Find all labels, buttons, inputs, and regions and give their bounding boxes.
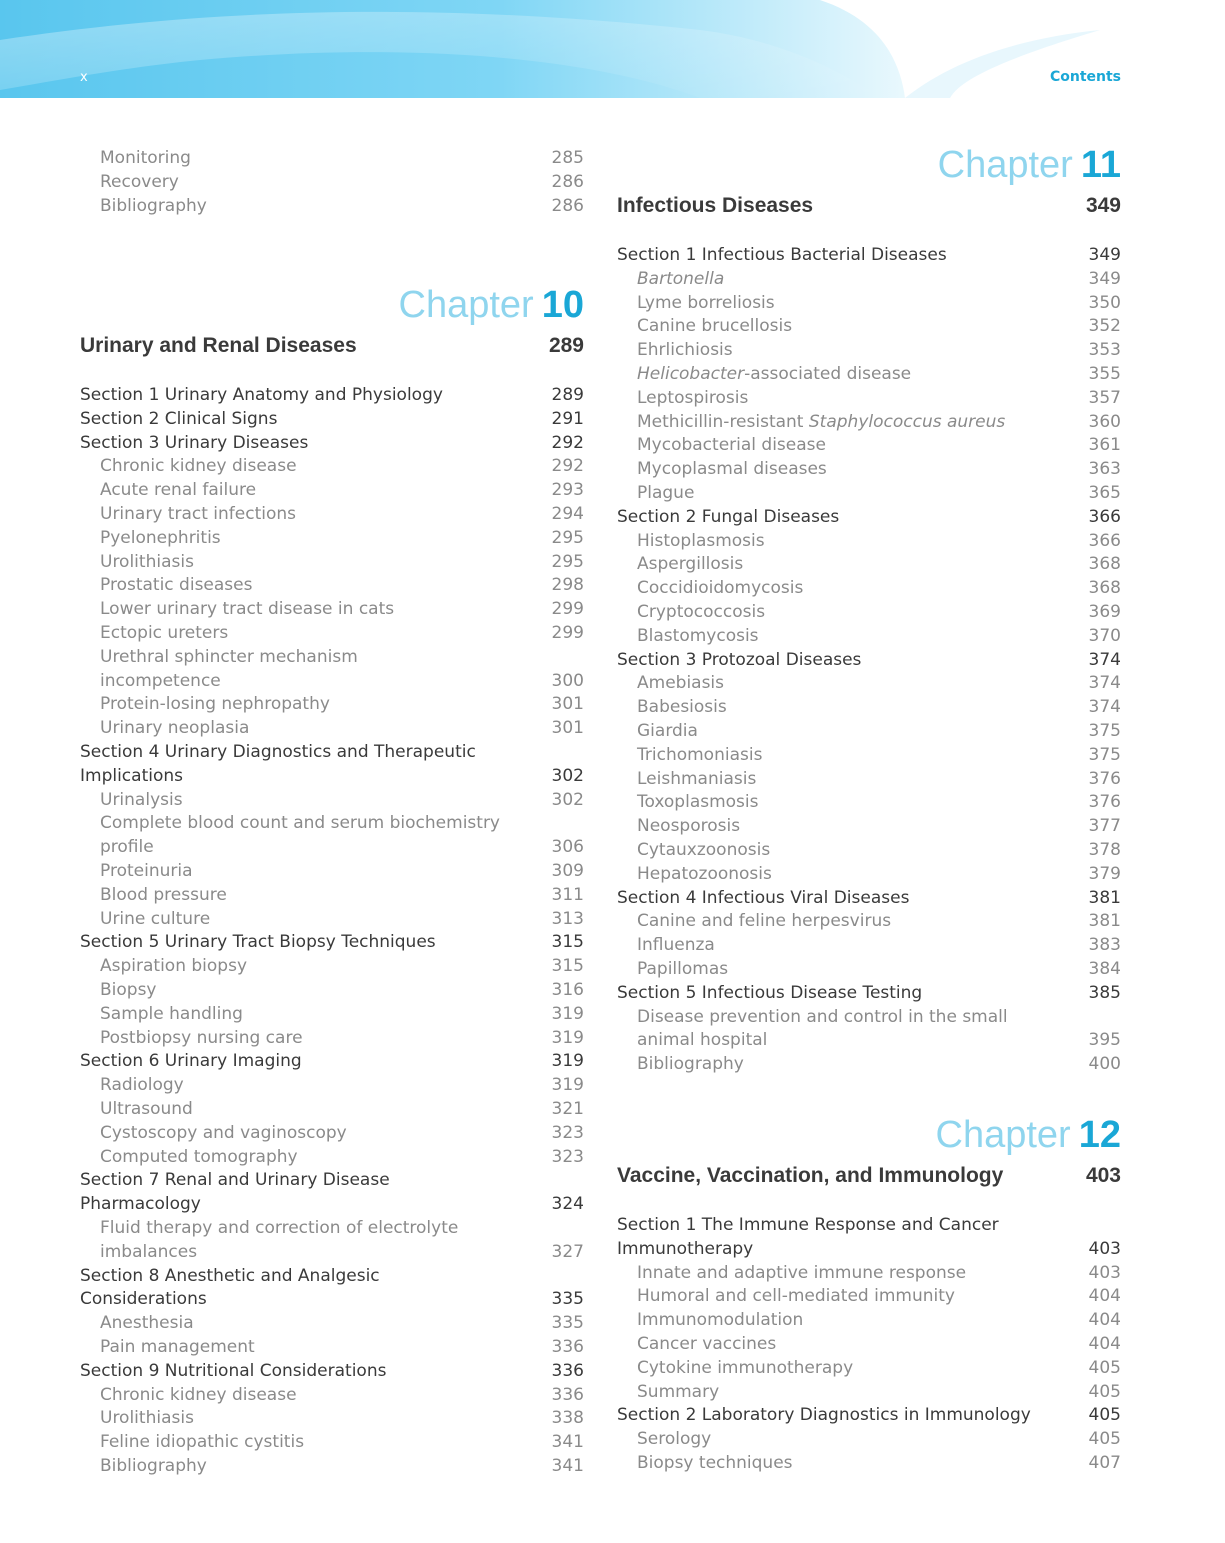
page-number: 357 xyxy=(1088,387,1121,408)
page-number: 311 xyxy=(551,884,584,905)
toc-entry[interactable]: Ehrlichiosis 353 xyxy=(637,340,1121,361)
toc-entry[interactable]: Cryptococcosis 369 xyxy=(637,602,1121,622)
page-number: 395 xyxy=(1088,1030,1121,1051)
page-number: 404 xyxy=(1088,1310,1121,1331)
toc-entry[interactable]: Bibliography 341 xyxy=(100,1456,584,1476)
page-number: 324 xyxy=(551,1194,584,1215)
page-number: 400 xyxy=(1088,1054,1121,1075)
page-number: 341 xyxy=(551,1432,584,1453)
toc-entry[interactable]: Urine culture 313 xyxy=(100,908,584,929)
page-number: 289 xyxy=(551,385,584,405)
page-number: 366 xyxy=(1088,530,1121,551)
toc-entry[interactable]: Complete blood count and serum biochemistry xyxy=(100,813,500,834)
page-number: 378 xyxy=(1088,840,1121,860)
chapter-title[interactable]: Vaccine, Vaccination, and Immunology 403 xyxy=(617,1164,1121,1187)
page-number: 336 xyxy=(551,1360,584,1381)
toc-entry[interactable]: Blood pressure 311 xyxy=(100,884,584,905)
toc-entry[interactable]: Sample handling 319 xyxy=(100,1003,584,1024)
toc-entry[interactable]: Canine brucellosis 352 xyxy=(637,316,1121,337)
toc-section-entry[interactable]: Implications 302 xyxy=(80,765,584,786)
page-number: 299 xyxy=(551,599,584,620)
toc-entry[interactable]: Lower urinary tract disease in cats 299 xyxy=(100,599,584,620)
toc-entry[interactable]: Hepatozoonosis 379 xyxy=(637,863,1121,884)
toc-entry[interactable]: Cystoscopy and vaginoscopy 323 xyxy=(100,1122,584,1143)
toc-entry[interactable]: Summary 405 xyxy=(637,1381,1121,1402)
toc-entry[interactable]: Postbiopsy nursing care 319 xyxy=(100,1027,584,1048)
running-head: Contents xyxy=(1049,69,1121,85)
page-number: 404 xyxy=(1088,1286,1121,1307)
page-number: 381 xyxy=(1088,911,1121,932)
page-number: 301 xyxy=(551,718,584,739)
toc-entry[interactable]: Urolithiasis 295 xyxy=(100,551,584,572)
toc-entry[interactable]: Pain management 336 xyxy=(100,1337,584,1357)
header-wave-decoration xyxy=(0,0,1225,98)
toc-entry[interactable]: Disease prevention and control in the small xyxy=(637,1006,1008,1027)
page-number: 336 xyxy=(551,1337,584,1357)
toc-entry[interactable]: Protein-losing nephropathy 301 xyxy=(100,694,584,715)
toc-section-entry[interactable]: Section 6 Urinary Imaging 319 xyxy=(80,1051,584,1072)
page-number: 315 xyxy=(551,932,584,953)
page-number: 295 xyxy=(551,527,584,548)
page-number: 363 xyxy=(1088,459,1121,480)
page-number: 350 xyxy=(1088,292,1121,313)
toc-entry[interactable]: Trichomoniasis 375 xyxy=(637,744,1121,765)
chapter-heading: Chapter 10 xyxy=(398,284,584,326)
page-number: 365 xyxy=(1088,483,1121,503)
page-number: 292 xyxy=(551,456,584,477)
toc-section-entry[interactable]: Section 2 Fungal Diseases 366 xyxy=(617,506,1121,527)
toc-section-entry[interactable]: Section 3 Protozoal Diseases 374 xyxy=(617,649,1121,670)
page-number: 319 xyxy=(551,1027,584,1048)
page-number: 292 xyxy=(551,432,584,453)
toc-entry[interactable]: Helicobacter-associated disease 355 xyxy=(637,364,1121,384)
page-number: 291 xyxy=(551,408,584,429)
page-number: 323 xyxy=(551,1122,584,1143)
page-number: 405 xyxy=(1088,1381,1121,1402)
toc-section-entry[interactable]: Section 5 Infectious Disease Testing 385 xyxy=(617,982,1121,1003)
page-number: 374 xyxy=(1088,697,1121,718)
page-number: 403 xyxy=(1088,1238,1121,1259)
toc-section-entry[interactable]: Section 8 Anesthetic and Analgesic xyxy=(80,1265,380,1286)
toc-entry[interactable]: Toxoplasmosis 376 xyxy=(637,792,1121,813)
page-number: 355 xyxy=(1088,364,1121,384)
page-number: 309 xyxy=(551,861,584,881)
page-number: 384 xyxy=(1088,959,1121,979)
toc-section-entry[interactable]: Section 4 Infectious Viral Diseases 381 xyxy=(617,887,1121,908)
toc-section-entry[interactable]: Section 4 Urinary Diagnostics and Therapeutic xyxy=(80,742,476,762)
page-number: 302 xyxy=(551,765,584,786)
page-number: 341 xyxy=(551,1456,584,1476)
toc-entry[interactable]: Urinary tract infections 294 xyxy=(100,504,584,524)
toc-entry[interactable]: Bibliography 286 xyxy=(100,196,584,216)
toc-entry[interactable]: Biopsy techniques 407 xyxy=(637,1453,1121,1473)
toc-entry[interactable]: incompetence 300 xyxy=(100,670,584,691)
toc-entry[interactable]: Papillomas 384 xyxy=(637,959,1121,979)
toc-section-entry[interactable]: Section 7 Renal and Urinary Disease xyxy=(80,1170,390,1191)
page-number: 379 xyxy=(1088,863,1121,884)
page-number: 323 xyxy=(551,1146,584,1167)
page-number: 298 xyxy=(551,575,584,596)
toc-section-entry[interactable]: Section 1 Infectious Bacterial Diseases 349 xyxy=(617,245,1121,265)
page-number: 369 xyxy=(1088,602,1121,622)
page-number: 407 xyxy=(1088,1453,1121,1473)
page-number: 299 xyxy=(551,623,584,643)
page-number: 405 xyxy=(1088,1357,1121,1378)
toc-entry[interactable]: Plague 365 xyxy=(637,483,1121,503)
toc-entry[interactable]: Chronic kidney disease 336 xyxy=(100,1384,584,1405)
toc-entry[interactable]: Bartonella 349 xyxy=(637,268,1121,289)
toc-entry[interactable]: Urinary neoplasia 301 xyxy=(100,718,584,739)
toc-entry[interactable]: Fluid therapy and correction of electrolyte xyxy=(100,1218,459,1238)
toc-entry[interactable]: Feline idiopathic cystitis 341 xyxy=(100,1432,584,1453)
page-number: 349 xyxy=(1088,268,1121,289)
toc-entry[interactable]: Methicillin-resistant Staphylococcus aureus 360 xyxy=(637,411,1121,432)
page-number: 319 xyxy=(551,1051,584,1072)
toc-entry[interactable]: Anesthesia 335 xyxy=(100,1313,584,1334)
toc-entry[interactable]: Prostatic diseases 298 xyxy=(100,575,584,596)
toc-entry[interactable]: Pyelonephritis 295 xyxy=(100,527,584,548)
toc-entry[interactable]: Babesiosis 374 xyxy=(637,697,1121,718)
toc-entry[interactable]: Chronic kidney disease 292 xyxy=(100,456,584,477)
toc-entry[interactable]: Cytokine immunotherapy 405 xyxy=(637,1357,1121,1378)
page-number: 295 xyxy=(551,551,584,572)
toc-entry[interactable]: Humoral and cell-mediated immunity 404 xyxy=(637,1286,1121,1307)
page-number: 375 xyxy=(1088,721,1121,741)
page-header xyxy=(0,0,1225,98)
page-number: 405 xyxy=(1088,1405,1121,1426)
page-number: 361 xyxy=(1088,435,1121,456)
toc-section-entry[interactable]: Section 9 Nutritional Considerations 336 xyxy=(80,1360,584,1381)
toc-entry[interactable]: imbalances 327 xyxy=(100,1241,584,1262)
toc-entry[interactable]: animal hospital 395 xyxy=(637,1030,1121,1051)
toc-section-entry[interactable]: Immunotherapy 403 xyxy=(617,1238,1121,1259)
toc-entry[interactable]: Computed tomography 323 xyxy=(100,1146,584,1167)
toc-entry[interactable]: Mycobacterial disease 361 xyxy=(637,435,1121,456)
page-number: 405 xyxy=(1088,1429,1121,1450)
toc-entry[interactable]: Influenza 383 xyxy=(637,935,1121,956)
toc-entry[interactable]: Immunomodulation 404 xyxy=(637,1310,1121,1331)
page-number: 336 xyxy=(551,1384,584,1405)
toc-entry[interactable]: Aspiration biopsy 315 xyxy=(100,956,584,977)
toc-section-entry[interactable]: Section 5 Urinary Tract Biopsy Techniques 315 xyxy=(80,932,584,953)
page-number: 374 xyxy=(1088,649,1121,670)
page-number: 300 xyxy=(551,670,584,691)
toc-entry[interactable]: Cancer vaccines 404 xyxy=(637,1334,1121,1354)
toc-entry[interactable]: Cytauxzoonosis 378 xyxy=(637,840,1121,860)
page-number: 374 xyxy=(1088,673,1121,694)
toc-entry[interactable]: profile 306 xyxy=(100,837,584,858)
toc-entry[interactable]: Bibliography 400 xyxy=(637,1054,1121,1075)
page-number: 301 xyxy=(551,694,584,715)
page-number: 404 xyxy=(1088,1334,1121,1354)
toc-entry[interactable]: Leptospirosis 357 xyxy=(637,387,1121,408)
toc-entry[interactable]: Proteinuria 309 xyxy=(100,861,584,881)
page-number: 338 xyxy=(551,1408,584,1429)
toc-entry[interactable]: Acute renal failure 293 xyxy=(100,480,584,501)
page-number: 385 xyxy=(1088,982,1121,1003)
chapter-heading: Chapter 11 xyxy=(937,144,1121,186)
toc-entry[interactable]: Lyme borreliosis 350 xyxy=(637,292,1121,313)
toc-entry[interactable]: Biopsy 316 xyxy=(100,980,584,1000)
page-number: 403 xyxy=(1088,1262,1121,1283)
toc-entry[interactable]: Urinalysis 302 xyxy=(100,789,584,810)
page-number: 376 xyxy=(1088,768,1121,789)
toc-entry[interactable]: Radiology 319 xyxy=(100,1075,584,1096)
toc-entry[interactable]: Mycoplasmal diseases 363 xyxy=(637,459,1121,480)
page-number: x xyxy=(80,70,88,85)
page-number: 368 xyxy=(1088,578,1121,599)
page-number: 353 xyxy=(1088,340,1121,361)
page-number: 335 xyxy=(551,1289,584,1310)
toc-section-entry[interactable]: Considerations 335 xyxy=(80,1289,584,1310)
page-number: 335 xyxy=(551,1313,584,1334)
chapter-title[interactable]: Infectious Diseases 349 xyxy=(617,194,1121,217)
page-number: 302 xyxy=(551,789,584,810)
toc-entry[interactable]: Monitoring 285 xyxy=(100,148,584,168)
toc-entry[interactable]: Ectopic ureters 299 xyxy=(100,623,584,643)
toc-entry[interactable]: Innate and adaptive immune response 403 xyxy=(637,1262,1121,1283)
toc-entry[interactable]: Coccidioidomycosis 368 xyxy=(637,578,1121,599)
page-number: 316 xyxy=(551,980,584,1000)
toc-entry[interactable]: Urolithiasis 338 xyxy=(100,1408,584,1429)
toc-section-entry[interactable]: Section 2 Clinical Signs 291 xyxy=(80,408,584,429)
page-number: 349 xyxy=(1088,245,1121,265)
page-number: 306 xyxy=(551,837,584,858)
page-number: 376 xyxy=(1088,792,1121,813)
chapter-heading: Chapter 12 xyxy=(935,1114,1121,1156)
toc-entry[interactable]: Histoplasmosis 366 xyxy=(637,530,1121,551)
page-number: 319 xyxy=(551,1075,584,1096)
page-number: 375 xyxy=(1088,744,1121,765)
page-number: 319 xyxy=(551,1003,584,1024)
page-number: 360 xyxy=(1088,411,1121,432)
toc-entry[interactable]: Recovery 286 xyxy=(100,172,584,192)
toc-section-entry[interactable]: Section 1 The Immune Response and Cancer xyxy=(617,1215,999,1235)
toc-section-entry[interactable]: Pharmacology 324 xyxy=(80,1194,584,1215)
toc-entry[interactable]: Urethral sphincter mechanism xyxy=(100,646,358,667)
page-number: 366 xyxy=(1088,506,1121,527)
toc-entry[interactable]: Aspergillosis 368 xyxy=(637,554,1121,575)
toc-entry[interactable]: Leishmaniasis 376 xyxy=(637,768,1121,789)
page-number: 368 xyxy=(1088,554,1121,575)
page-number: 370 xyxy=(1088,625,1121,646)
page-number: 327 xyxy=(551,1241,584,1262)
page-number: 315 xyxy=(551,956,584,977)
page-number: 313 xyxy=(551,908,584,929)
toc-entry[interactable]: Canine and feline herpesvirus 381 xyxy=(637,911,1121,932)
toc-entry[interactable]: Neosporosis 377 xyxy=(637,816,1121,837)
toc-entry[interactable]: Giardia 375 xyxy=(637,721,1121,741)
toc-section-entry[interactable]: Section 3 Urinary Diseases 292 xyxy=(80,432,584,453)
page-number: 321 xyxy=(551,1099,584,1119)
chapter-title[interactable]: Urinary and Renal Diseases 289 xyxy=(80,334,584,357)
toc-entry[interactable]: Ultrasound 321 xyxy=(100,1099,584,1119)
toc-entry[interactable]: Serology 405 xyxy=(637,1429,1121,1450)
toc-section-entry[interactable]: Section 1 Urinary Anatomy and Physiology 289 xyxy=(80,385,584,405)
page-number: 383 xyxy=(1088,935,1121,956)
page-number: 377 xyxy=(1088,816,1121,837)
page-number: 294 xyxy=(551,504,584,524)
page-number: 381 xyxy=(1088,887,1121,908)
toc-section-entry[interactable]: Section 2 Laboratory Diagnostics in Immunology 405 xyxy=(617,1405,1121,1426)
toc-entry[interactable]: Blastomycosis 370 xyxy=(637,625,1121,646)
toc-entry[interactable]: Amebiasis 374 xyxy=(637,673,1121,694)
page-number: 352 xyxy=(1088,316,1121,337)
page-number: 293 xyxy=(551,480,584,501)
